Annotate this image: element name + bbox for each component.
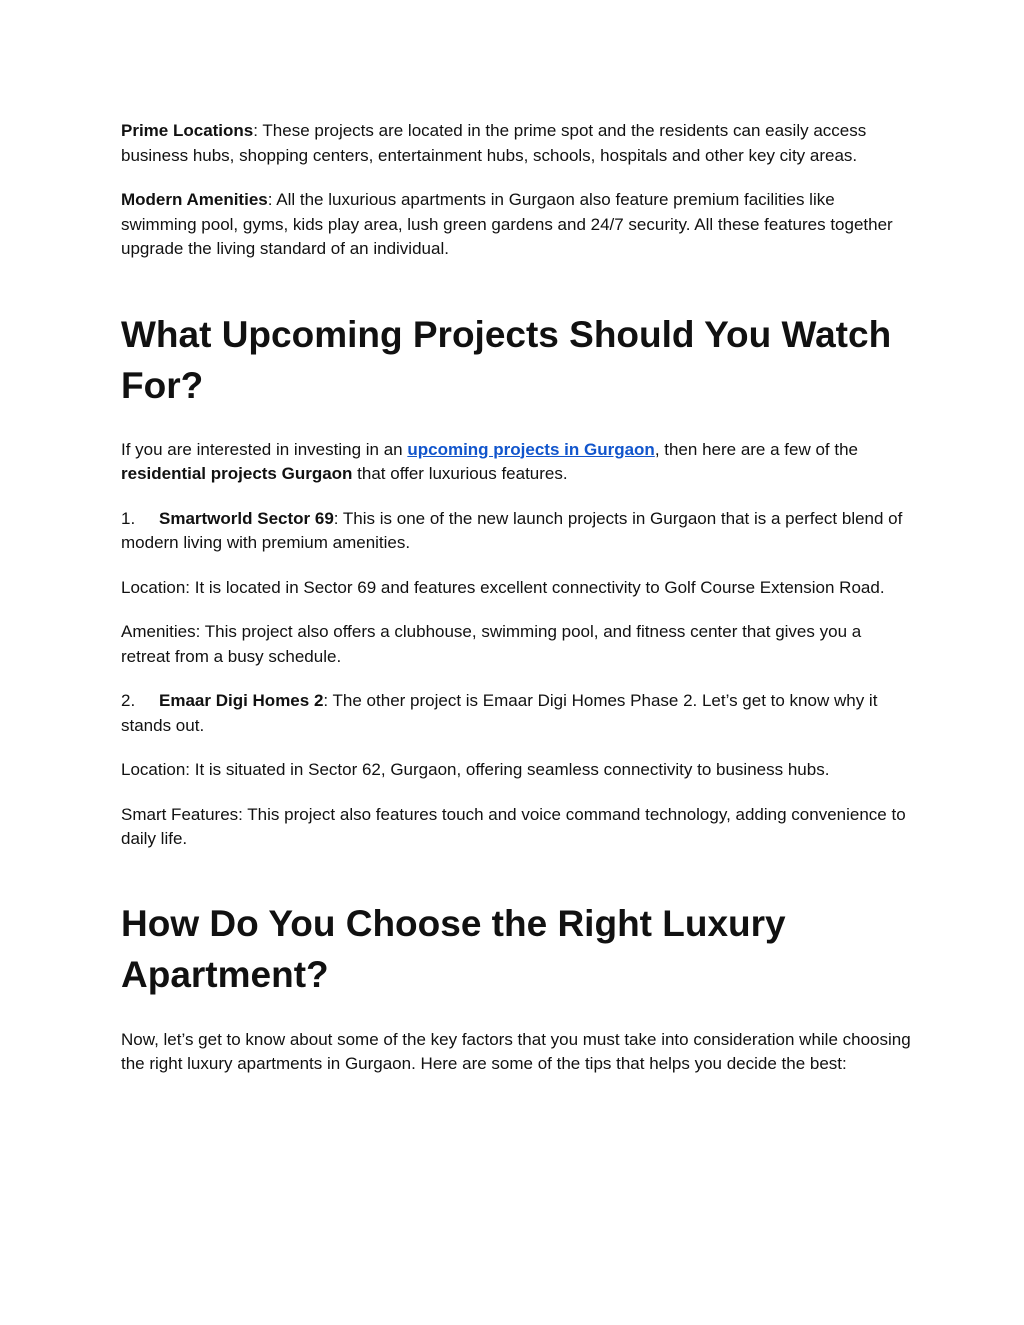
project-2-name: Emaar Digi Homes 2 xyxy=(159,691,324,710)
closing-paragraph: Now, let’s get to know about some of the key factors that you must take into consideration while choosing the right luxury apartments in Gurgaon. Here are some of the tips that helps you decide the best: xyxy=(121,1029,911,1073)
project-1-text: : This is one of the new launch projects in Gurgaon that is a perfect blend of modern living with premium amenities. xyxy=(121,508,903,552)
upcoming-projects-link[interactable]: upcoming projects in Gurgaon xyxy=(407,439,655,459)
project-2-paragraph xyxy=(121,689,911,738)
project-1-paragraph xyxy=(121,507,911,556)
project-2-text: : The other project is Emaar Digi Homes Phase 2. Let’s get to know why it stands out. xyxy=(121,691,878,735)
modern-amenities-text: : All the luxurious apartments in Gurgaon also feature premium facilities like swimming pool, gyms, kids play area, lush green gardens and 24/7 security. All these features together upgrade the living standard of an individual. xyxy=(121,190,893,258)
list-number: 2. xyxy=(121,691,136,710)
intro-text-middle: , then here are a few of the xyxy=(654,439,858,459)
intro-bold-text: residential projects Gurgaon xyxy=(121,464,353,483)
project-2-smart-features: Smart Features: This project also features touch and voice command technology, adding convenience to daily life. xyxy=(121,804,906,848)
prime-locations-paragraph xyxy=(121,119,911,168)
modern-amenities-paragraph xyxy=(121,188,911,262)
project-2-location: Location: It is situated in Sector 62, Gurgaon, offering seamless connectivity to business hubs. xyxy=(121,760,830,779)
heading-choose-apartment: How Do You Choose the Right Luxury Apartment? xyxy=(121,902,786,995)
intro-text-end: that offer luxurious features. xyxy=(352,464,568,483)
project-1-amenities: Amenities: This project also offers a clubhouse, swimming pool, and fitness center that gives you a retreat from a busy schedule. xyxy=(121,622,862,666)
modern-amenities-label: Modern Amenities xyxy=(121,190,268,209)
intro-paragraph xyxy=(121,438,911,487)
prime-locations-label: Prime Locations xyxy=(121,121,254,140)
project-1-name: Smartworld Sector 69 xyxy=(159,508,334,528)
document-page xyxy=(121,119,911,1077)
heading-upcoming-projects: What Upcoming Projects Should You Watch For? xyxy=(121,313,892,406)
list-number: 1. xyxy=(121,508,136,528)
intro-text-start: If you are interested in investing in an xyxy=(121,439,408,459)
project-1-location: Location: It is located in Sector 69 and features excellent connectivity to Golf Course Extension Road. xyxy=(121,577,885,597)
prime-locations-text: : These projects are located in the prime spot and the residents can easily access business hubs, shopping centers, entertainment hubs, schools, hospitals and other key city areas. xyxy=(121,121,867,165)
